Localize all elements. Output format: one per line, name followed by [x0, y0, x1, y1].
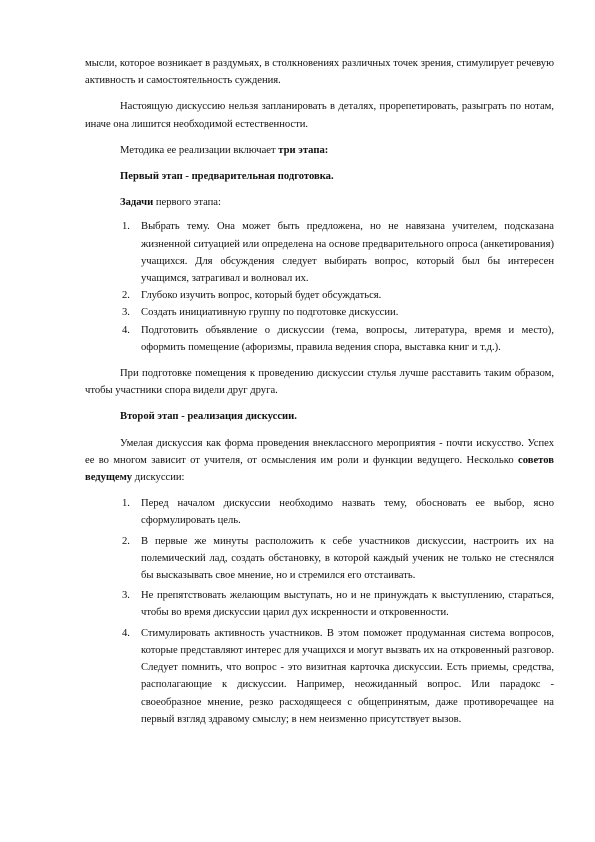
list-item-number: 4.: [122, 627, 130, 639]
list-item: [85, 625, 554, 728]
methodology-bold-text: три этапа:: [278, 144, 329, 156]
list-item-text: Не препятствовать желающим выступать, но и не принуждать к выступлению, стараться, чтобы во время дискуссии царил дух искренности и откровенности.: [141, 590, 554, 619]
list-item-number: 2.: [122, 535, 130, 547]
tasks-bold-text: Задачи: [120, 197, 154, 209]
paragraph-room-setup: При подготовке помещения к проведению дискуссии стулья лучше расставить таким образом, чтобы участники спора видели друг друга.: [85, 368, 554, 397]
paragraph-continuation: мысли, которое возникает в раздумьях, в столкновениях различных точек зрения, стимулирует речевую активность и самостоятельность суждения.: [85, 58, 554, 87]
list-item: [85, 287, 554, 304]
heading-stage-one: Первый этап - предварительная подготовка.: [120, 171, 334, 183]
list-item-number: 3.: [122, 590, 130, 602]
list-item-number: 1.: [122, 221, 130, 233]
list-item: [85, 533, 554, 585]
paragraph-moderator-advice: [85, 435, 554, 487]
list-item: [85, 304, 554, 321]
list-item: [85, 322, 554, 356]
paragraph-stage-one-tasks: [85, 194, 554, 211]
heading-stage-two: Второй этап - реализация дискуссии.: [120, 411, 297, 423]
list-item: [85, 587, 554, 621]
list-item: [85, 218, 554, 287]
methodology-text: Методика ее реализации включает: [120, 144, 279, 156]
list-item-text: Стимулировать активность участников. В этом поможет продуманная система вопросов, которые представляют интерес для учащихся и могут вызвать их на откровенный разговор. Следует помнить, что вопрос - это визитная карточка дискуссии. Есть приемы, средства, располагающие к дискуссии. Например, неожиданный вопрос. Или парадокс - своеобразное мнение, резко расходящееся с общепринятым, даже противоречащее на первый взгляд здравому смыслу; в нем неизменно присутствует вызов.: [141, 627, 554, 725]
list-item-text: Глубоко изучить вопрос, который будет обсуждаться.: [141, 290, 382, 302]
list-item: [85, 495, 554, 529]
list-item-number: 2.: [122, 290, 130, 302]
advice-bold-text: советов ведущему: [85, 454, 554, 484]
list-item-text: Создать инициативную группу по подготовке дискуссии.: [141, 307, 399, 319]
advice-suffix-text: дискуссии:: [132, 472, 185, 484]
list-item-text: Подготовить объявление о дискуссии (тема, вопросы, литература, время и место), оформить помещение (афоризмы, правила ведения спора, выставка книг и т.д.).: [141, 324, 554, 353]
advice-text: Умелая дискуссия как форма проведения внеклассного мероприятия - почти искусство. Успех ее во многом зависит от учителя, от осмысления им роли и функции ведущего. Несколько: [85, 437, 554, 466]
document-body: [85, 55, 554, 728]
list-item-text: Перед началом дискуссии необходимо назвать тему, обосновать ее выбор, ясно сформулировать цель.: [141, 498, 554, 527]
list-item-text: Выбрать тему. Она может быть предложена, но не навязана учителем, подсказана жизненной ситуацией или определена на основе предварительного опроса (анкетирования) учащихся. Для обсуждения следует выбирать вопрос, который был бы интересен учащимся, затрагивал и волновал их.: [141, 221, 554, 285]
paragraph-methodology: [85, 142, 554, 159]
stage-one-task-list: [85, 218, 554, 356]
list-item-number: 4.: [122, 324, 130, 336]
list-item-number: 3.: [122, 307, 130, 319]
list-item-text: В первые же минуты расположить к себе участников дискуссии, настроить их на полемический лад, создать обстановку, в которой каждый ученик не только не стеснялся бы высказывать свое мнение, но и стремился его отстаивать.: [141, 535, 554, 582]
paragraph-discussion-naturalness: Настоящую дискуссию нельзя запланировать в деталях, прорепетировать, разыграть по нотам, иначе она лишится необходимой естественности.: [85, 101, 554, 130]
moderator-advice-list: [85, 495, 554, 728]
tasks-text: первого этапа:: [153, 197, 221, 209]
list-item-number: 1.: [122, 498, 130, 510]
